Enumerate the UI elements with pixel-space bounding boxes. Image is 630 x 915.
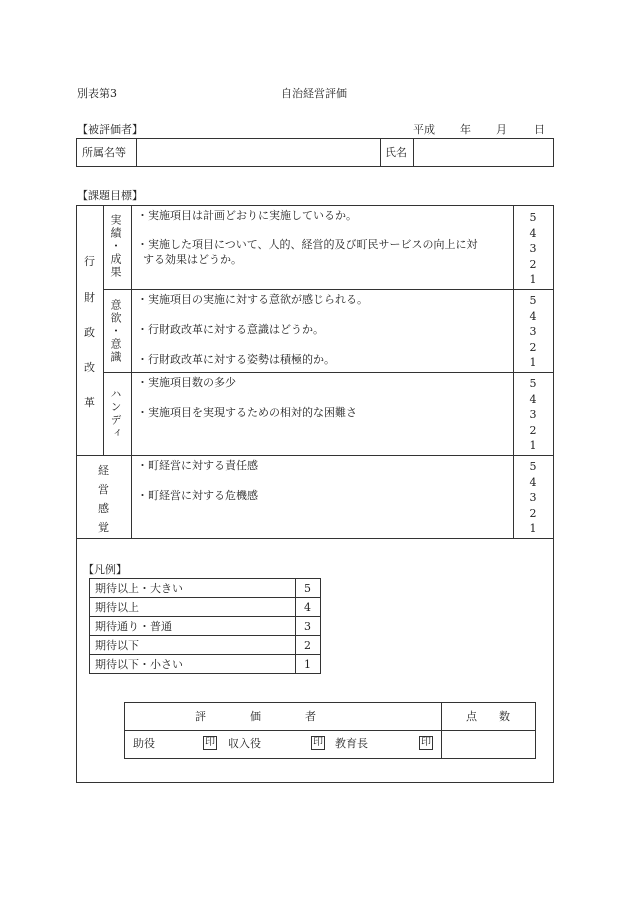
item-2-1: ・実施項目の実施に対する意欲が感じられる。 (137, 293, 368, 306)
item-1-1: ・実施項目は計画どおりに実施しているか。 (137, 209, 357, 222)
evaluatee-section-label: 【被評価者】 (77, 123, 143, 136)
date-year-label: 年 (460, 123, 471, 136)
group1-char-4: 改 (84, 361, 95, 374)
legend-label-4: 期待以下 (95, 639, 139, 652)
category-motivation: 意欲・意識 (109, 299, 122, 364)
legend-label-1: 期待以上・大きい (95, 582, 183, 595)
item-1-2: ・実施した項目について、人的、経営的及び町民サービスの向上に対 (137, 238, 478, 251)
stamp-3[interactable]: 印 (421, 737, 431, 748)
points-header: 点 数 (466, 710, 510, 723)
legend-label-5: 期待以下・小さい (95, 658, 183, 671)
score-column-4[interactable]: 5 4 3 2 1 (529, 460, 537, 535)
score-column-2[interactable]: 5 4 3 2 1 (529, 294, 537, 369)
name-field[interactable] (414, 139, 553, 166)
group1-char-2: 財 (84, 291, 95, 304)
group2-char-4: 覚 (98, 521, 109, 534)
objectives-section-label: 【課題目標】 (77, 189, 143, 202)
group2-char-3: 感 (98, 502, 109, 515)
date-era: 平成 (413, 123, 435, 136)
points-field[interactable] (442, 731, 535, 758)
form-number: 別表第3 (77, 87, 117, 100)
category-results: 実績・成果 (109, 214, 122, 279)
score-column-1[interactable]: 5 4 3 2 1 (529, 211, 537, 286)
evaluator-header: 評 価 者 (195, 710, 316, 723)
item-3-1: ・実施項目数の多少 (137, 376, 236, 389)
page-title: 自治経営評価 (281, 87, 347, 100)
stamp-2[interactable]: 印 (313, 737, 323, 748)
legend-label-2: 期待以上 (95, 601, 139, 614)
name-label: 氏名 (385, 146, 407, 159)
group1-char-1: 行 (84, 255, 95, 268)
item-1-2-cont: する効果はどうか。 (143, 253, 242, 266)
legend-value-2: 4 (304, 601, 311, 614)
legend-label-3: 期待通り・普通 (95, 620, 172, 633)
item-2-3: ・行財政改革に対する姿勢は積極的か。 (137, 353, 335, 366)
legend-value-3: 3 (304, 620, 311, 633)
legend-section-label: 【凡例】 (83, 563, 127, 576)
legend-value-1: 5 (304, 582, 311, 595)
item-3-2: ・実施項目を実現するための相対的な困難さ (137, 406, 357, 419)
score-column-3[interactable]: 5 4 3 2 1 (529, 377, 537, 452)
group1-char-5: 革 (84, 396, 95, 409)
role-deputy-mayor: 助役 (133, 737, 155, 750)
item-4-1: ・町経営に対する責任感 (137, 459, 258, 472)
stamp-1[interactable]: 印 (205, 737, 215, 748)
item-4-2: ・町経営に対する危機感 (137, 489, 258, 502)
group1-char-3: 政 (84, 326, 95, 339)
group2-char-1: 経 (98, 464, 109, 477)
legend-value-4: 2 (304, 639, 311, 652)
group2-char-2: 営 (98, 483, 109, 496)
item-2-2: ・行財政改革に対する意識はどうか。 (137, 323, 324, 336)
role-superintendent: 教育長 (335, 737, 368, 750)
role-treasurer: 収入役 (228, 737, 261, 750)
dept-field[interactable] (137, 139, 380, 166)
legend-value-5: 1 (304, 658, 311, 671)
dept-label: 所属名等 (82, 146, 126, 159)
category-handicap: ハンディ (109, 388, 122, 440)
date-day-label: 日 (534, 123, 545, 136)
date-month-label: 月 (496, 123, 507, 136)
